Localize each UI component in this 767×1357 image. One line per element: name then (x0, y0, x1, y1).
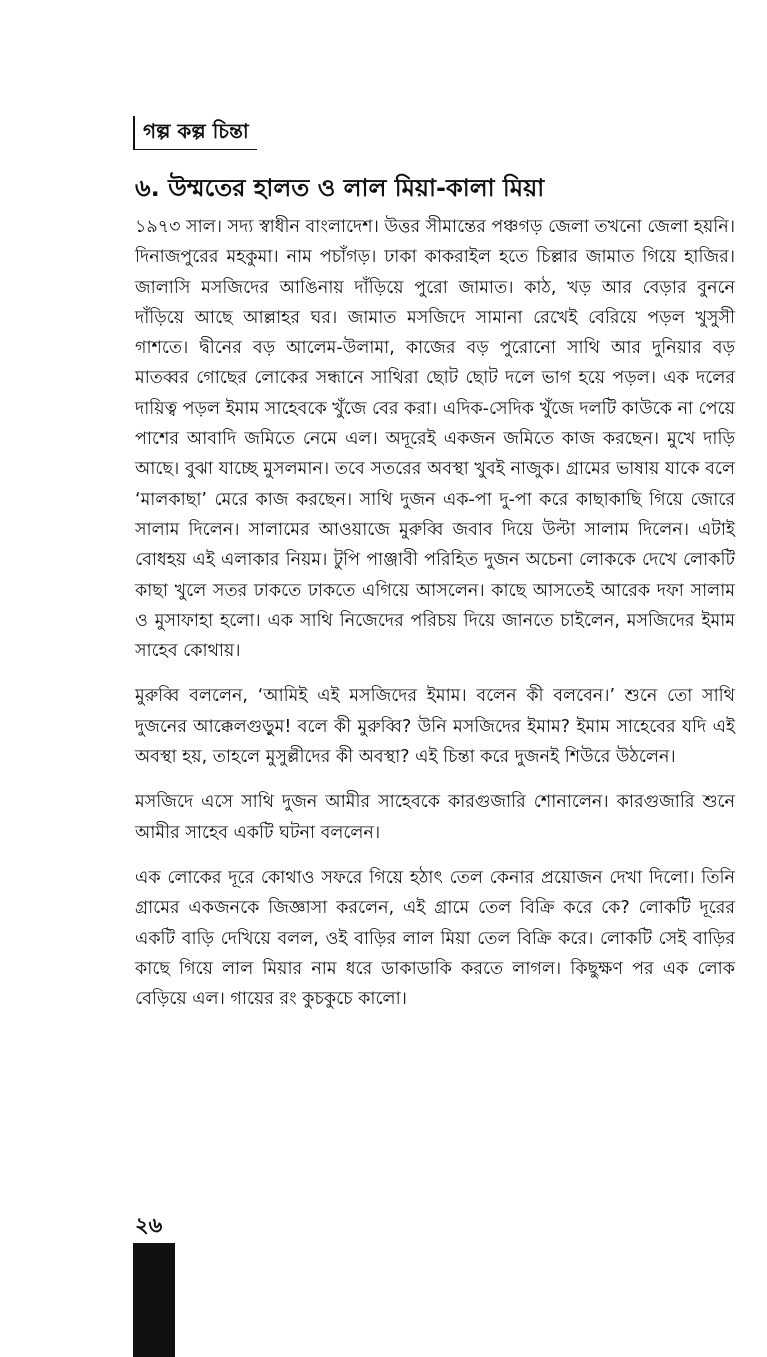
thumb-tab-marker (133, 1243, 175, 1357)
running-header (133, 116, 257, 150)
book-title: গল্প কল্প চিন্তা (143, 119, 249, 143)
page-number: ২৬ (135, 1213, 163, 1237)
paragraph: মসজিদে এসে সাথি দুজন আমীর সাহেবকে কারগুজারি শোনালেন। কারগুজারি শুনে আমীর সাহেব একটি ঘটনা বললেন। (135, 792, 735, 843)
paragraph: এক লোকের দূরে কোথাও সফরে গিয়ে হঠাৎ তেল কেনার প্রয়োজন দেখা দিলো। তিনি গ্রামের একজনকে জিজ্ঞাসা করলেন, এই গ্রামে তেল বিক্রি করে কে? লোকটি দূরের একটি বাড়ি দেখিয়ে বলল, ওই বাড়ির লাল মিয়া তেল বিক্রি করে। লোকটি সেই বাড়ির কাছে গিয়ে লাল মিয়ার নাম ধরে ডাকাডাকি করতে লাগল। কিছুক্ষণ পর এক লোক বেড়িয়ে এল। গায়ের রং কুচকুচে কালো। (135, 867, 735, 1010)
chapter-body (135, 212, 735, 1014)
paragraph: মুরুব্বি বললেন, ‘আমিই এই মসজিদের ইমাম। বলেন কী বলবেন।’ শুনে তো সাথি দুজনের আক্কেলগুড়ুম! বলে কী মুরুব্বি? উনি মসজিদের ইমাম? ইমাম সাহেবের যদি এই অবস্থা হয়, তাহলে মুসুল্লীদের কী অবস্থা? এই চিন্তা করে দুজনই শিউরে উঠলেন। (135, 686, 735, 768)
chapter-title: ৬. উম্মতের হালত ও লাল মিয়া-কালা মিয়া (135, 174, 545, 202)
paragraph: ১৯৭৩ সাল। সদ্য স্বাধীন বাংলাদেশ। উত্তর সীমান্তের পঞ্চগড় জেলা তখনো জেলা হয়নি। দিনাজপুরের মহকুমা। নাম পচাঁগড়। ঢাকা কাকরাইল হতে চিল্লার জামাত গিয়ে হাজির। জালাসি মসজিদের আঙিনায় দাঁড়িয়ে পুরো জামাত। কাঠ, খড় আর বেড়ার বুননে দাঁড়িয়ে আছে আল্লাহর ঘর। জামাত মসজিদে সামানা রেখেই বেরিয়ে পড়ল খুসুসী গাশতে। দ্বীনের বড় আলেম-উলামা, কাজের বড় পুরোনো সাথি আর দুনিয়ার বড় মাতব্বর গোছের লোকের সন্ধানে সাথিরা ছোট ছোট দলে ভাগ হয়ে পড়ল। এক দলের দায়িত্ব পড়ল ইমাম সাহেবকে খুঁজে বের করা। এদিক-সেদিক খুঁজে দলটি কাউকে না পেয়ে পাশের আবাদি জমিতে নেমে এল। অদূরেই একজন জমিতে কাজ করছেন। মুখে দাড়ি আছে। বুঝা যাচ্ছে মুসলমান। তবে সতরের অবস্থা খুবই নাজুক। গ্রামের ভাষায় যাকে বলে ‘মালকাছা’ মেরে কাজ করছেন। সাথি দুজন এক-পা দু-পা করে কাছাকাছি গিয়ে জোরে সালাম দিলেন। সালামের আওয়াজে মুরুব্বি জবাব দিয়ে উল্টা সালাম দিলেন। এটাই বোধহয় এই এলাকার নিয়ম। টুপি পাঞ্জাবী পরিহিত দুজন অচেনা লোককে দেখে লোকটি কাছা খুলে সতর ঢাকতে ঢাকতে এগিয়ে আসলেন। কাছে আসতেই আরেক দফা সালাম ও মুসাফাহা হলো। এক সাথি নিজেদের পরিচয় দিয়ে জানতে চাইলেন, মসজিদের ইমাম সাহেব কোথায়। (135, 217, 735, 662)
